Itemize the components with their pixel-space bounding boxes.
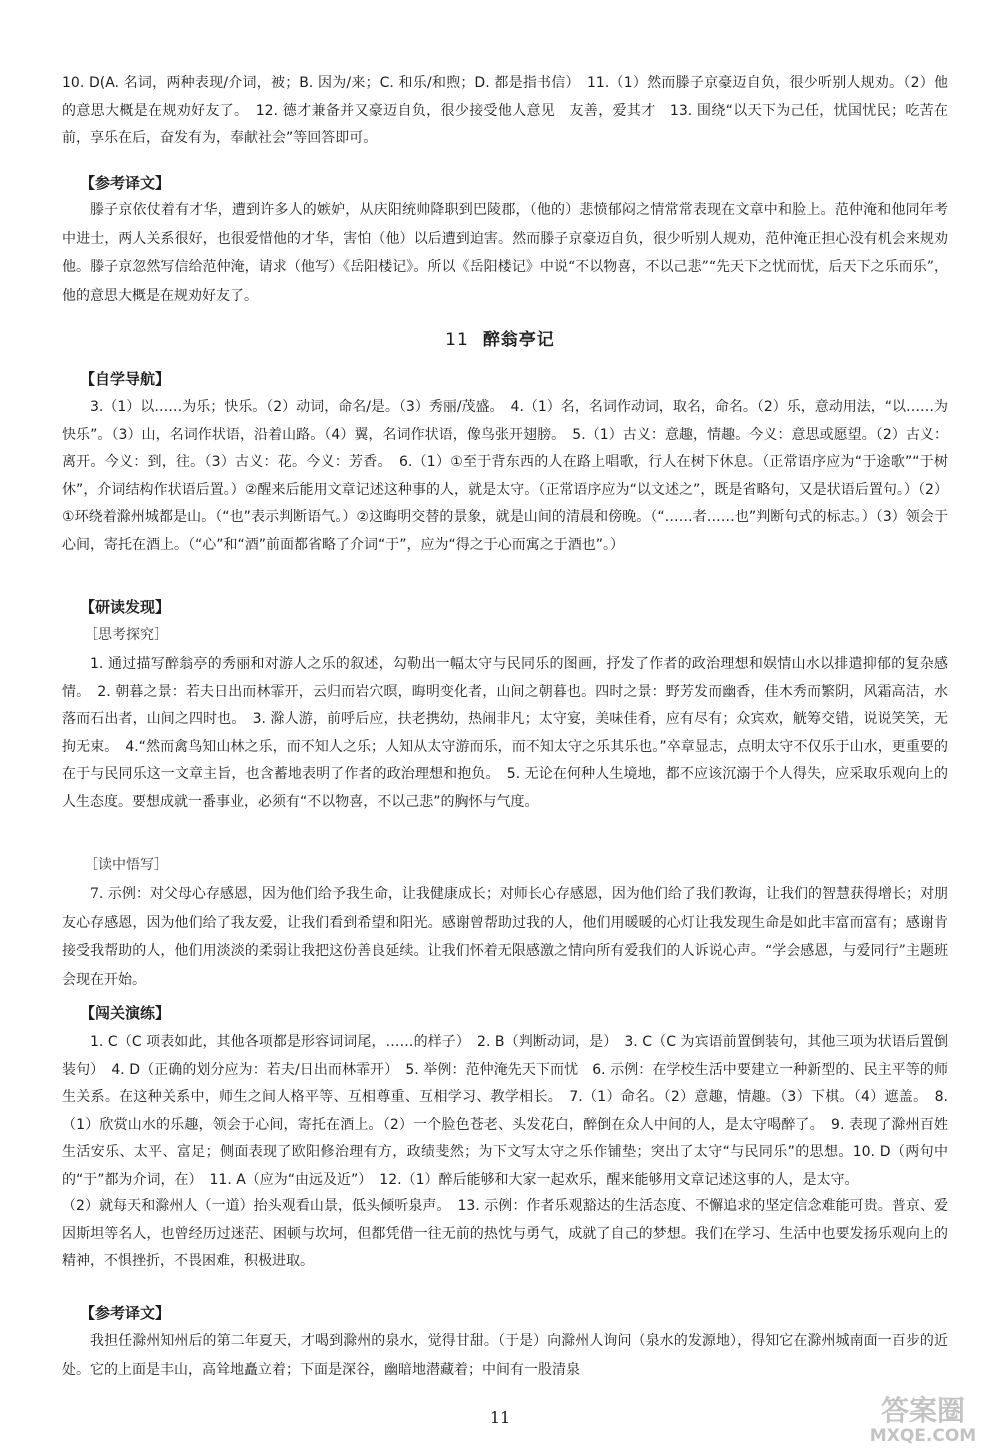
lesson-name: 醉翁亭记 <box>482 330 555 350</box>
section-header-study-discovery: 【研读发现】 <box>80 598 171 616</box>
lesson-number: 11 <box>445 330 469 350</box>
practice-answers-part2: （2）就每天和滁州人（一道）抬头观看山景，低头倾听泉声。 13. 示例：作者乐观豁达的生活态度、不懈追求的坚定信念难能可贵。普京、爱因斯坦等名人，也曾经历过迷茫、困顿与坎坷，但都凭借一往无前的热忱与勇气，成就了自己的梦想。我们在学习、生活中也要发扬乐观向上的精神，不惧挫折，不畏困难，积极进取。 <box>62 1198 948 1269</box>
section-header-self-study: 【自学导航】 <box>80 370 171 388</box>
page-number: 11 <box>489 1408 511 1427</box>
section-header-reference-translation-bottom: 【参考译文】 <box>80 1304 171 1322</box>
watermark-en-text: MXQE.COM <box>869 1426 977 1446</box>
watermark-logo <box>825 1388 980 1446</box>
reference-translation-top: 滕子京依仗着有才华，遭到许多人的嫉妒，从庆阳统帅降职到巴陵郡，（他的）悲愤郁闷之情常常表现在文章中和脸上。范仲淹和他同年考中进士，两人关系很好，也很爱惜他的才华，害怕（他）以后遭到迫害。然而滕子京豪迈自负，很少听别人规劝，范仲淹正担心没有机会来规劝他。滕子京忽然写信给范仲淹，请求（他写）《岳阳楼记》。所以《岳阳楼记》中说“不以物喜，不以己悲”“先天下之忧而忧，后天下之乐而乐”，他的意思大概是在规劝好友了。 <box>62 202 948 304</box>
reading-writing-answer: 7. 示例：对父母心存感恩，因为他们给予我生命，让我健康成长；对师长心存感恩，因为他们给了我们教诲，让我们的智慧获得增长；对朋友心存感恩，因为他们给了我友爱，让我们看到希望和阳光。感谢曾帮助过我的人，他们用暖暖的心灯让我发现生命是如此丰富而富有；感谢肯接受我帮助的人，他们用淡淡的柔弱让我把这份善良延续。让我们怀着无限感激之情向所有爱我们的人诉说心声。“学会感恩，与爱同行”主题班会现在开始。 <box>62 886 948 988</box>
subsection-label-reading-writing: ［读中悟写］ <box>84 857 168 873</box>
self-study-answers: 3.（1）以……为乐；快乐。（2）动词，命名/是。（3）秀丽/茂盛。 4.（1）名，名词作动词，取名，命名。（2）乐，意动用法，“以……为快乐”。（3）山，名词作状语，沿着山路。（4）翼，名词作状语，像鸟张开翅膀。 5.（1）古义：意趣，情趣。今义：意思或愿望。（2）古义：离开。今义：到，往。（3）古义：花。今义：芳香。 6.（1）①至于背东西的人在路上唱歌，行人在树下休息。（正常语序应为“于途歌”“于树休”，介词结构作状语后置。）②醒来后能用文章记述这种事的人，就是太守。（正常语序应为“以文述之”，既是省略句，又是状语后置句。）（2）①环绕着滁州城都是山。（“也”表示判断语气。）②这晦明交替的景象，就是山间的清晨和傍晚。（“……者……也”判断句式的标志。）（3）领会于心间，寄托在酒上。（“心”和“酒”前面都省略了介词“于”，应为“得之于心而寓之于酒也”。） <box>62 399 948 553</box>
subsection-label-thinking: ［思考探究］ <box>84 627 168 643</box>
lesson-title <box>0 325 1000 350</box>
section-header-practice: 【闯关演练】 <box>80 1004 171 1022</box>
section-header-reference-translation: 【参考译文】 <box>80 174 171 192</box>
practice-answers-part1: 1. C（C 项表如此，其他各项都是形容词词尾，……的样子） 2. B（判断动词，是） 3. C（C 为宾语前置倒装句，其他三项为状语后置倒装句） 4. D（正确的划分应为：若夫/日出而林霏开） 5. 举例：范仲淹先天下而忧 6. 示例：在学校生活中要建立一种新型的、民主平等的师生关系。在这种关系中，师生之间人格平等、互相尊重、互相学习、教学相长。 7.（1）命名。（2）意趣，情趣。（3）下棋。（4）遮盖。 8.（1）欣赏山水的乐趣，领会于心间，寄托在酒上。（2）一个脸色苍老、头发花白，醉倒在众人中间的人，是太守喝醉了。 9. 表现了滁州百姓生活安乐、太平、富足；侧面表现了欧阳修治理有方，政绩斐然；为下文写太守之乐作铺垫；突出了太守“与民同乐”的思想。10. D（两句中的“于”都为介词，在） 11. A（应为“由远及近”） 12.（1）醉后能够和大家一起欢乐，醒来能够用文章记述这事的人，是太守。 <box>62 1034 948 1188</box>
thinking-answers: 1. 通过描写醉翁亭的秀丽和对游人之乐的叙述，勾勒出一幅太守与民同乐的图画，抒发了作者的政治理想和娱情山水以排遣抑郁的复杂感情。 2. 朝暮之景：若夫日出而林霏开，云归而岩穴暝，晦明变化者，山间之朝暮也。四时之景：野芳发而幽香，佳木秀而繁阴，风霜高洁，水落而石出者，山间之四时也。 3. 滁人游，前呼后应，扶老携幼，热闹非凡；太守宴，美味佳肴，应有尽有；众宾欢，觥筹交错，说说笑笑，无拘无束。 4.“然而禽鸟知山林之乐，而不知人之乐；人知从太守游而乐，而不知太守之乐其乐也。”卒章显志，点明太守不仅乐于山水，更重要的在于与民同乐这一文章主旨，也含蓄地表明了作者的政治理想和抱负。 5. 无论在何种人生境地，都不应该沉溺于个人得失，应采取乐观向上的人生态度。要想成就一番事业，必须有“不以物喜，不以己悲”的胸怀与气度。 <box>62 656 948 810</box>
watermark-cn-text: 答案圈 <box>880 1394 966 1427</box>
answer-text-top: 10. D(A. 名词，两种表现/介词，被；B. 因为/来；C. 和乐/和煦；D. 都是指书信） 11.（1）然而滕子京豪迈自负，很少听别人规劝。（2）他的意思大概是在规劝好友了。 12. 德才兼备并又豪迈自负，很少接受他人意见 友善，爱其才 13. 围绕“以天下为己任，忧国忧民；吃苦在前，享乐在后，奋发有为，奉献社会”等回答即可。 <box>62 75 948 146</box>
reference-translation-bottom: 我担任滁州知州后的第二年夏天，才喝到滁州的泉水，觉得甘甜。（于是）向滁州人询问（泉水的发源地），得知它在滁州城南面一百步的近处。它的上面是丰山，高耸地矗立着；下面是深谷，幽暗地潜藏着；中间有一股清泉 <box>62 1333 948 1378</box>
